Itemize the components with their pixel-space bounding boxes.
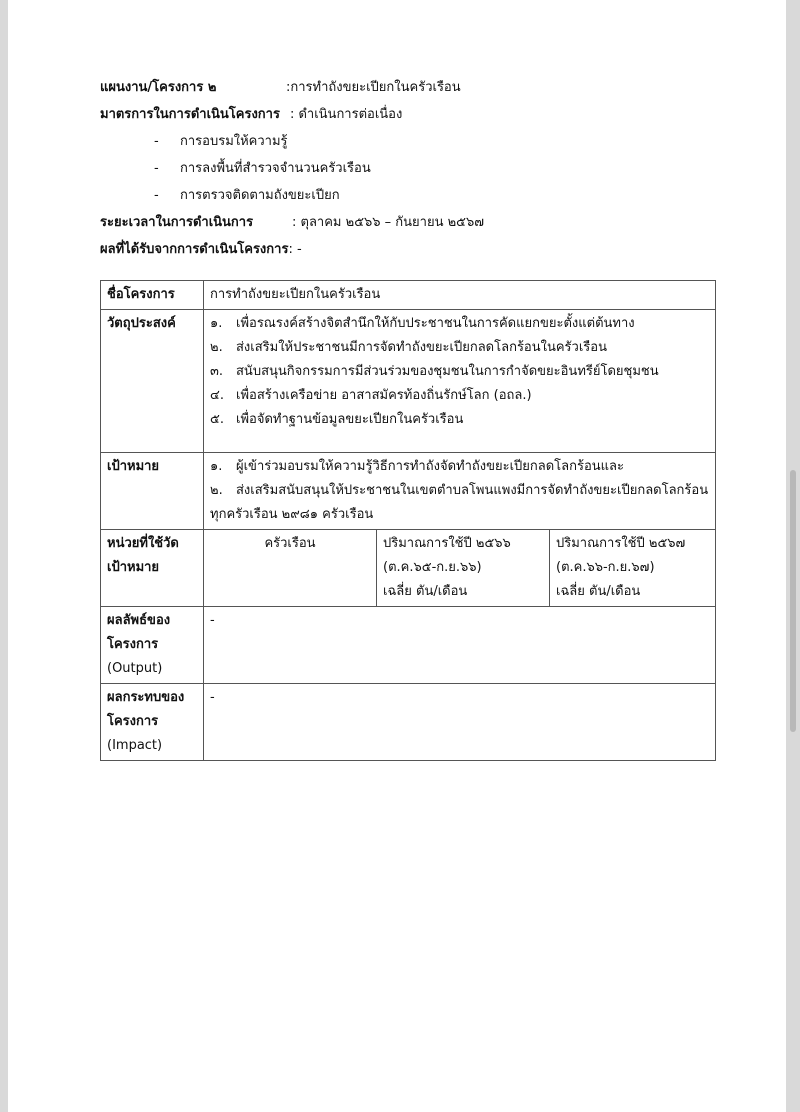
measure-line (100, 101, 720, 128)
document-page (8, 0, 786, 1112)
item-number: ๒. (210, 340, 223, 355)
list-item (210, 455, 709, 479)
list-item (100, 155, 720, 182)
table-row (101, 530, 716, 607)
bullet-dash: - (154, 188, 159, 203)
table-row (101, 281, 716, 310)
unit-label (101, 530, 204, 607)
list-item (210, 360, 709, 384)
table-row (101, 684, 716, 761)
output-label-line: โครงการ (107, 637, 159, 652)
unit-line: เฉลี่ย ตัน/เดือน (383, 584, 468, 599)
item-number: ๔. (210, 388, 224, 403)
impact-label-line: ผลกระทบของ (107, 690, 185, 705)
unit-line: ปริมาณการใช้ปี ๒๕๖๖ (383, 536, 511, 551)
item-number: ๑. (210, 459, 223, 474)
item-number: ๕. (210, 412, 224, 427)
item-text: เพื่อสร้างเครือข่าย อาสาสมัครท้องถิ่นรักษ์โลก (อถล.) (236, 388, 532, 403)
objective-label: วัตถุประสงค์ (101, 310, 204, 453)
item-text: ส่งเสริมให้ประชาชนมีการจัดทำถังขยะเปียกลดโลกร้อนในครัวเรือน (236, 340, 607, 355)
measure-value: : ดำเนินการต่อเนื่อง (289, 107, 403, 122)
unit-line: (ต.ค.๖๕-ก.ย.๖๖) (383, 560, 482, 575)
item-number: ๓. (210, 364, 224, 379)
table-row (101, 453, 716, 530)
output-value: - (204, 607, 716, 684)
table-row (101, 310, 716, 453)
item-number: ๑. (210, 316, 223, 331)
measure-label: มาตรการในการดำเนินโครงการ (100, 107, 280, 122)
objective-list (204, 310, 716, 453)
result-line (100, 236, 720, 263)
project-name-value: การทำถังขยะเปียกในครัวเรือน (204, 281, 716, 310)
bullet-dash: - (154, 161, 159, 176)
impact-label (101, 684, 204, 761)
project-header (100, 74, 720, 263)
project-name-label: ชื่อโครงการ (101, 281, 204, 310)
impact-value: - (204, 684, 716, 761)
list-item (210, 312, 709, 336)
unit-line: ปริมาณการใช้ปี ๒๕๖๗ (556, 536, 686, 551)
unit-col-2566 (377, 530, 550, 607)
plan-value: :การทำถังขยะเปียกในครัวเรือน (286, 80, 461, 95)
unit-label-line: เป้าหมาย (107, 560, 160, 575)
list-item (210, 336, 709, 360)
output-label-line: ผลลัพธ์ของ (107, 613, 171, 628)
unit-label-line: หน่วยที่ใช้วัด (107, 536, 179, 551)
bullet-text: การลงพื้นที่สำรวจจำนวนครัวเรือน (180, 161, 371, 176)
bullet-dash: - (154, 134, 159, 149)
bullet-text: การตรวจติดตามถังขยะเปียก (180, 188, 340, 203)
result-value: : - (288, 242, 302, 257)
list-item (100, 182, 720, 209)
list-item (210, 479, 709, 503)
table-row (101, 607, 716, 684)
output-label-line: (Output) (107, 661, 163, 676)
item-text: เพื่อจัดทำฐานข้อมูลขยะเปียกในครัวเรือน (236, 412, 464, 427)
impact-label-line: (Impact) (107, 738, 163, 753)
target-label: เป้าหมาย (101, 453, 204, 530)
item-text: เพื่อรณรงค์สร้างจิตสำนึกให้กับประชาชนในการคัดแยกขยะตั้งแต่ต้นทาง (236, 316, 635, 331)
list-item (210, 408, 709, 432)
unit-col-household: ครัวเรือน (204, 530, 377, 607)
project-table (100, 280, 716, 761)
plan-label: แผนงาน/โครงการ ๒ (100, 80, 217, 95)
unit-col-2567 (550, 530, 716, 607)
plan-line (100, 74, 720, 101)
target-continuation: ทุกครัวเรือน ๒๙๘๑ ครัวเรือน (210, 507, 374, 522)
item-text: ส่งเสริมสนับสนุนให้ประชาชนในเขตตำบลโพนแพงมีการจัดทำถังขยะเปียกลดโลกร้อน (236, 483, 709, 498)
unit-line: (ต.ค.๖๖-ก.ย.๖๗) (556, 560, 655, 575)
period-line (100, 209, 720, 236)
impact-label-line: โครงการ (107, 714, 159, 729)
unit-line: เฉลี่ย ตัน/เดือน (556, 584, 641, 599)
item-text: สนับสนุนกิจกรรมการมีส่วนร่วมของชุมชนในการกำจัดขยะอินทรีย์โดยชุมชน (236, 364, 659, 379)
period-label: ระยะเวลาในการดำเนินการ (100, 215, 254, 230)
item-text: ผู้เข้าร่วมอบรมให้ความรู้วิธีการทำถังจัดทำถังขยะเปียกลดโลกร้อนและ (236, 459, 625, 474)
measure-bullet-list (100, 128, 720, 209)
target-list (204, 453, 716, 530)
list-item (100, 128, 720, 155)
output-label (101, 607, 204, 684)
period-value: : ตุลาคม ๒๕๖๖ – กันยายน ๒๕๖๗ (292, 215, 485, 230)
bullet-text: การอบรมให้ความรู้ (180, 134, 288, 149)
result-label: ผลที่ได้รับจากการดำเนินโครงการ (100, 242, 289, 257)
scrollbar-thumb[interactable] (790, 470, 796, 732)
item-number: ๒. (210, 483, 223, 498)
list-item (210, 384, 709, 408)
